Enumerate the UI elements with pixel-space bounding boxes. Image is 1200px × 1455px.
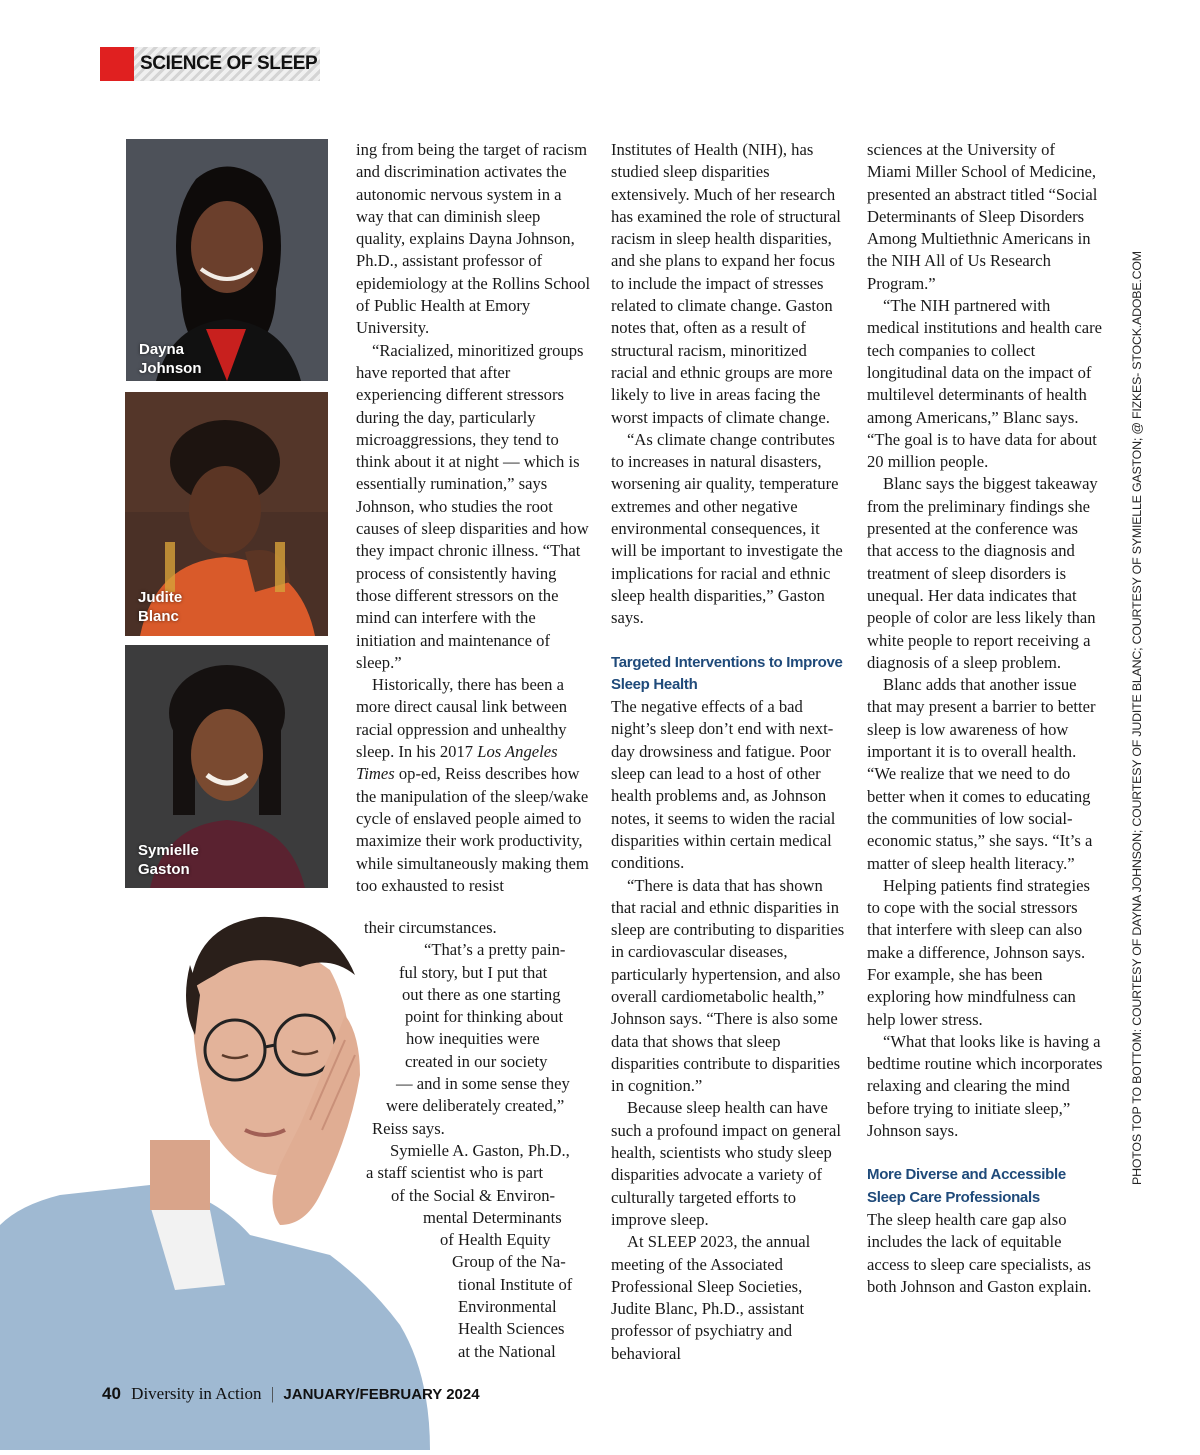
- paragraph: “There is data that has shown that racial and ethnic disparities in sleep are contributing to disparities in cardiovascular diseases, particularly hypertension, and also overall cardiometabolic health,” Johnson says. “There is also some data that shows that sleep disparities contribute to disparities in cognition.”: [611, 875, 845, 1096]
- wrapped-line: of the Social & Environ-: [391, 1185, 556, 1205]
- wrapped-line: their circumstances.: [364, 918, 497, 937]
- paragraph: The negative effects of a bad night’s sleep don’t end with next-day drowsiness and fatigue. Poor sleep can lead to a host of other health problems and, as Johnson notes, it seems to widen the racial disparities within certain medical conditions.: [611, 697, 836, 873]
- paragraph: Blanc adds that another issue that may present a barrier to better sleep is low awareness of how important it is to overall health. “We realize that we need to do better when it comes to educating the communities of low social-economic status,” she says. “It’s a matter of sleep health literacy.”: [867, 675, 1096, 873]
- photo-judite-blanc: [125, 392, 328, 636]
- wrapped-line: out there as one starting: [402, 984, 561, 1004]
- section-accent-square: [100, 47, 134, 81]
- spacer: [867, 1142, 1103, 1164]
- wrapped-line: a staff scientist who is part: [366, 1163, 544, 1183]
- article-column-1-wrapped: [356, 917, 596, 1363]
- paragraph: “What that looks like is having a bedtime routine which incorporates relaxing and clearing the mind before trying to initiate sleep,” Johnson says.: [867, 1031, 1103, 1141]
- wrapped-line: Symielle A. Gaston, Ph.D.,: [390, 1140, 570, 1160]
- caption-first-name: Symielle: [138, 842, 199, 859]
- caption-last-name: Johnson: [139, 360, 202, 377]
- article-column-3: [867, 139, 1103, 1298]
- wrapped-line: Health Sciences: [458, 1319, 565, 1339]
- paragraph: Helping patients find strategies to cope with the social stressors that interfere with sleep can also make a difference, Johnson says. For example, she has been exploring how mindfulness can help lower stress.: [867, 875, 1090, 1029]
- wrapped-line: Environmental: [458, 1297, 557, 1317]
- magazine-name: Diversity in Action: [131, 1384, 262, 1403]
- publication-title: Los Angeles Times: [356, 742, 558, 784]
- section-label: SCIENCE OF SLEEP: [140, 53, 318, 74]
- caption-first-name: Judite: [138, 589, 183, 606]
- paragraph: “Racialized, minoritized groups have reported that after experiencing different stressors during the day, particularly microaggressions, they tend to think about it at night — which is essentially rumination,” says Johnson, who studies the root causes of sleep disparities and how they impact chronic illness. “That process of consistently having those different stressors on the mind can interfere with the initiation and maintenance of sleep.”: [356, 340, 589, 672]
- wrapped-line: Reiss says.: [372, 1118, 445, 1138]
- caption-first-name: Dayna: [139, 341, 185, 358]
- paragraph: [356, 674, 591, 897]
- paragraph-text: op-ed, Reiss describes how the manipulation of the sleep/wake cycle of enslaved people aimed to maximize their work productivity, while simultaneously making them too exhausted to resist: [356, 764, 589, 895]
- paragraph: Blanc says the biggest takeaway from the preliminary findings she presented at the conference was that access to the diagnosis and treatment of sleep disorders is unequal. Her data indicates that people of color are less likely than white people to report receiving a diagnosis of a sleep problem.: [867, 474, 1098, 672]
- wrapped-line: “That’s a pretty pain-: [424, 940, 566, 960]
- article-column-2: [611, 139, 846, 1365]
- wrapped-line: tional Institute of: [458, 1274, 573, 1294]
- spacer: [611, 630, 846, 652]
- paragraph: Because sleep health can have such a profound impact on general health, scientists who study sleep disparities advocate a variety of culturally targeted efforts to improve sleep.: [611, 1098, 841, 1229]
- wrapped-line: created in our society: [405, 1051, 548, 1071]
- paragraph: “The NIH partnered with medical institutions and health care tech companies to collect longitudinal data on the impact of multilevel determinants of health among Americans,” Blanc says. “The goal is to have data for about 20 million people.: [867, 296, 1103, 472]
- wrapped-line: how inequities were: [406, 1029, 540, 1049]
- footer-divider: |: [270, 1384, 275, 1403]
- wrapped-line: at the National: [458, 1341, 556, 1361]
- paragraph: Institutes of Health (NIH), has studied sleep disparities extensively. Much of her research has examined the role of structural racism in sleep health disparities, and she plans to expand her focus to include the impact of stresses related to climate change. Gaston notes that, often as a result of structural racism, minoritized racial and ethnic groups are more likely to live in areas facing the worst impacts of climate change.: [611, 140, 841, 427]
- wrapped-line: Group of the Na-: [452, 1252, 566, 1272]
- page-footer: [102, 1384, 480, 1404]
- paragraph: ing from being the target of racism and discrimination activates the autonomic nervous system in a way that can diminish sleep quality, explains Dayna Johnson, Ph.D., assistant professor of epidemiology at the Rollins School of Public Health at Emory University.: [356, 140, 591, 338]
- wrapped-line: were deliberately created,”: [386, 1096, 565, 1116]
- photo-symielle-gaston: [125, 645, 328, 888]
- page-number: 40: [102, 1384, 121, 1403]
- photo-caption: [139, 340, 202, 378]
- wrapped-line: point for thinking about: [405, 1007, 564, 1027]
- photo-caption: [138, 588, 182, 626]
- wrapped-line: ful story, but I put that: [399, 962, 548, 982]
- issue-date: JANUARY/FEBRUARY 2024: [283, 1386, 480, 1403]
- section-header: [100, 47, 320, 81]
- caption-last-name: Gaston: [138, 861, 190, 878]
- paragraph-text: Historically, there has been a more direct causal link between racial oppression and unhealthy sleep. In his 2017: [356, 675, 568, 762]
- subheading: More Diverse and Accessible Sleep Care Professionals: [867, 1166, 1066, 1206]
- paragraph: The sleep health care gap also includes the lack of equitable access to sleep care specialists, as both Johnson and Gaston explain.: [867, 1209, 1092, 1296]
- wrapped-line: of Health Equity: [440, 1230, 551, 1250]
- photo-caption: [138, 841, 199, 879]
- paragraph: “As climate change contributes to increases in natural disasters, worsening air quality, temperature extremes and other negative environmental consequences, it will be important to investigate the implications for racial and ethnic sleep health disparities,” Gaston says.: [611, 429, 843, 628]
- wrapped-line: — and in some sense they: [396, 1074, 570, 1094]
- wrapped-line: mental Determinants: [423, 1207, 562, 1227]
- photo-credits: PHOTOS TOP TO BOTTOM: COURTESY OF DAYNA JOHNSON; COURTESY OF JUDITE BLANC; COURTESY OF SYMIELLE GASTON; @ FIZKES- STOCK.ADOBE.COM: [1130, 251, 1144, 1185]
- subheading: Targeted Interventions to Improve Sleep Health: [611, 653, 843, 693]
- photo-dayna-johnson: [126, 139, 328, 381]
- caption-last-name: Blanc: [138, 608, 179, 625]
- article-column-1: [356, 139, 591, 897]
- paragraph: At SLEEP 2023, the annual meeting of the Associated Professional Sleep Societies, Judite Blanc, Ph.D., assistant professor of psychiatry and behavioral: [611, 1232, 811, 1363]
- paragraph: sciences at the University of Miami Miller School of Medicine, presented an abstract titled “Social Determinants of Sleep Disorders Among Multiethnic Americans in the NIH All of Us Research Program.”: [867, 140, 1098, 293]
